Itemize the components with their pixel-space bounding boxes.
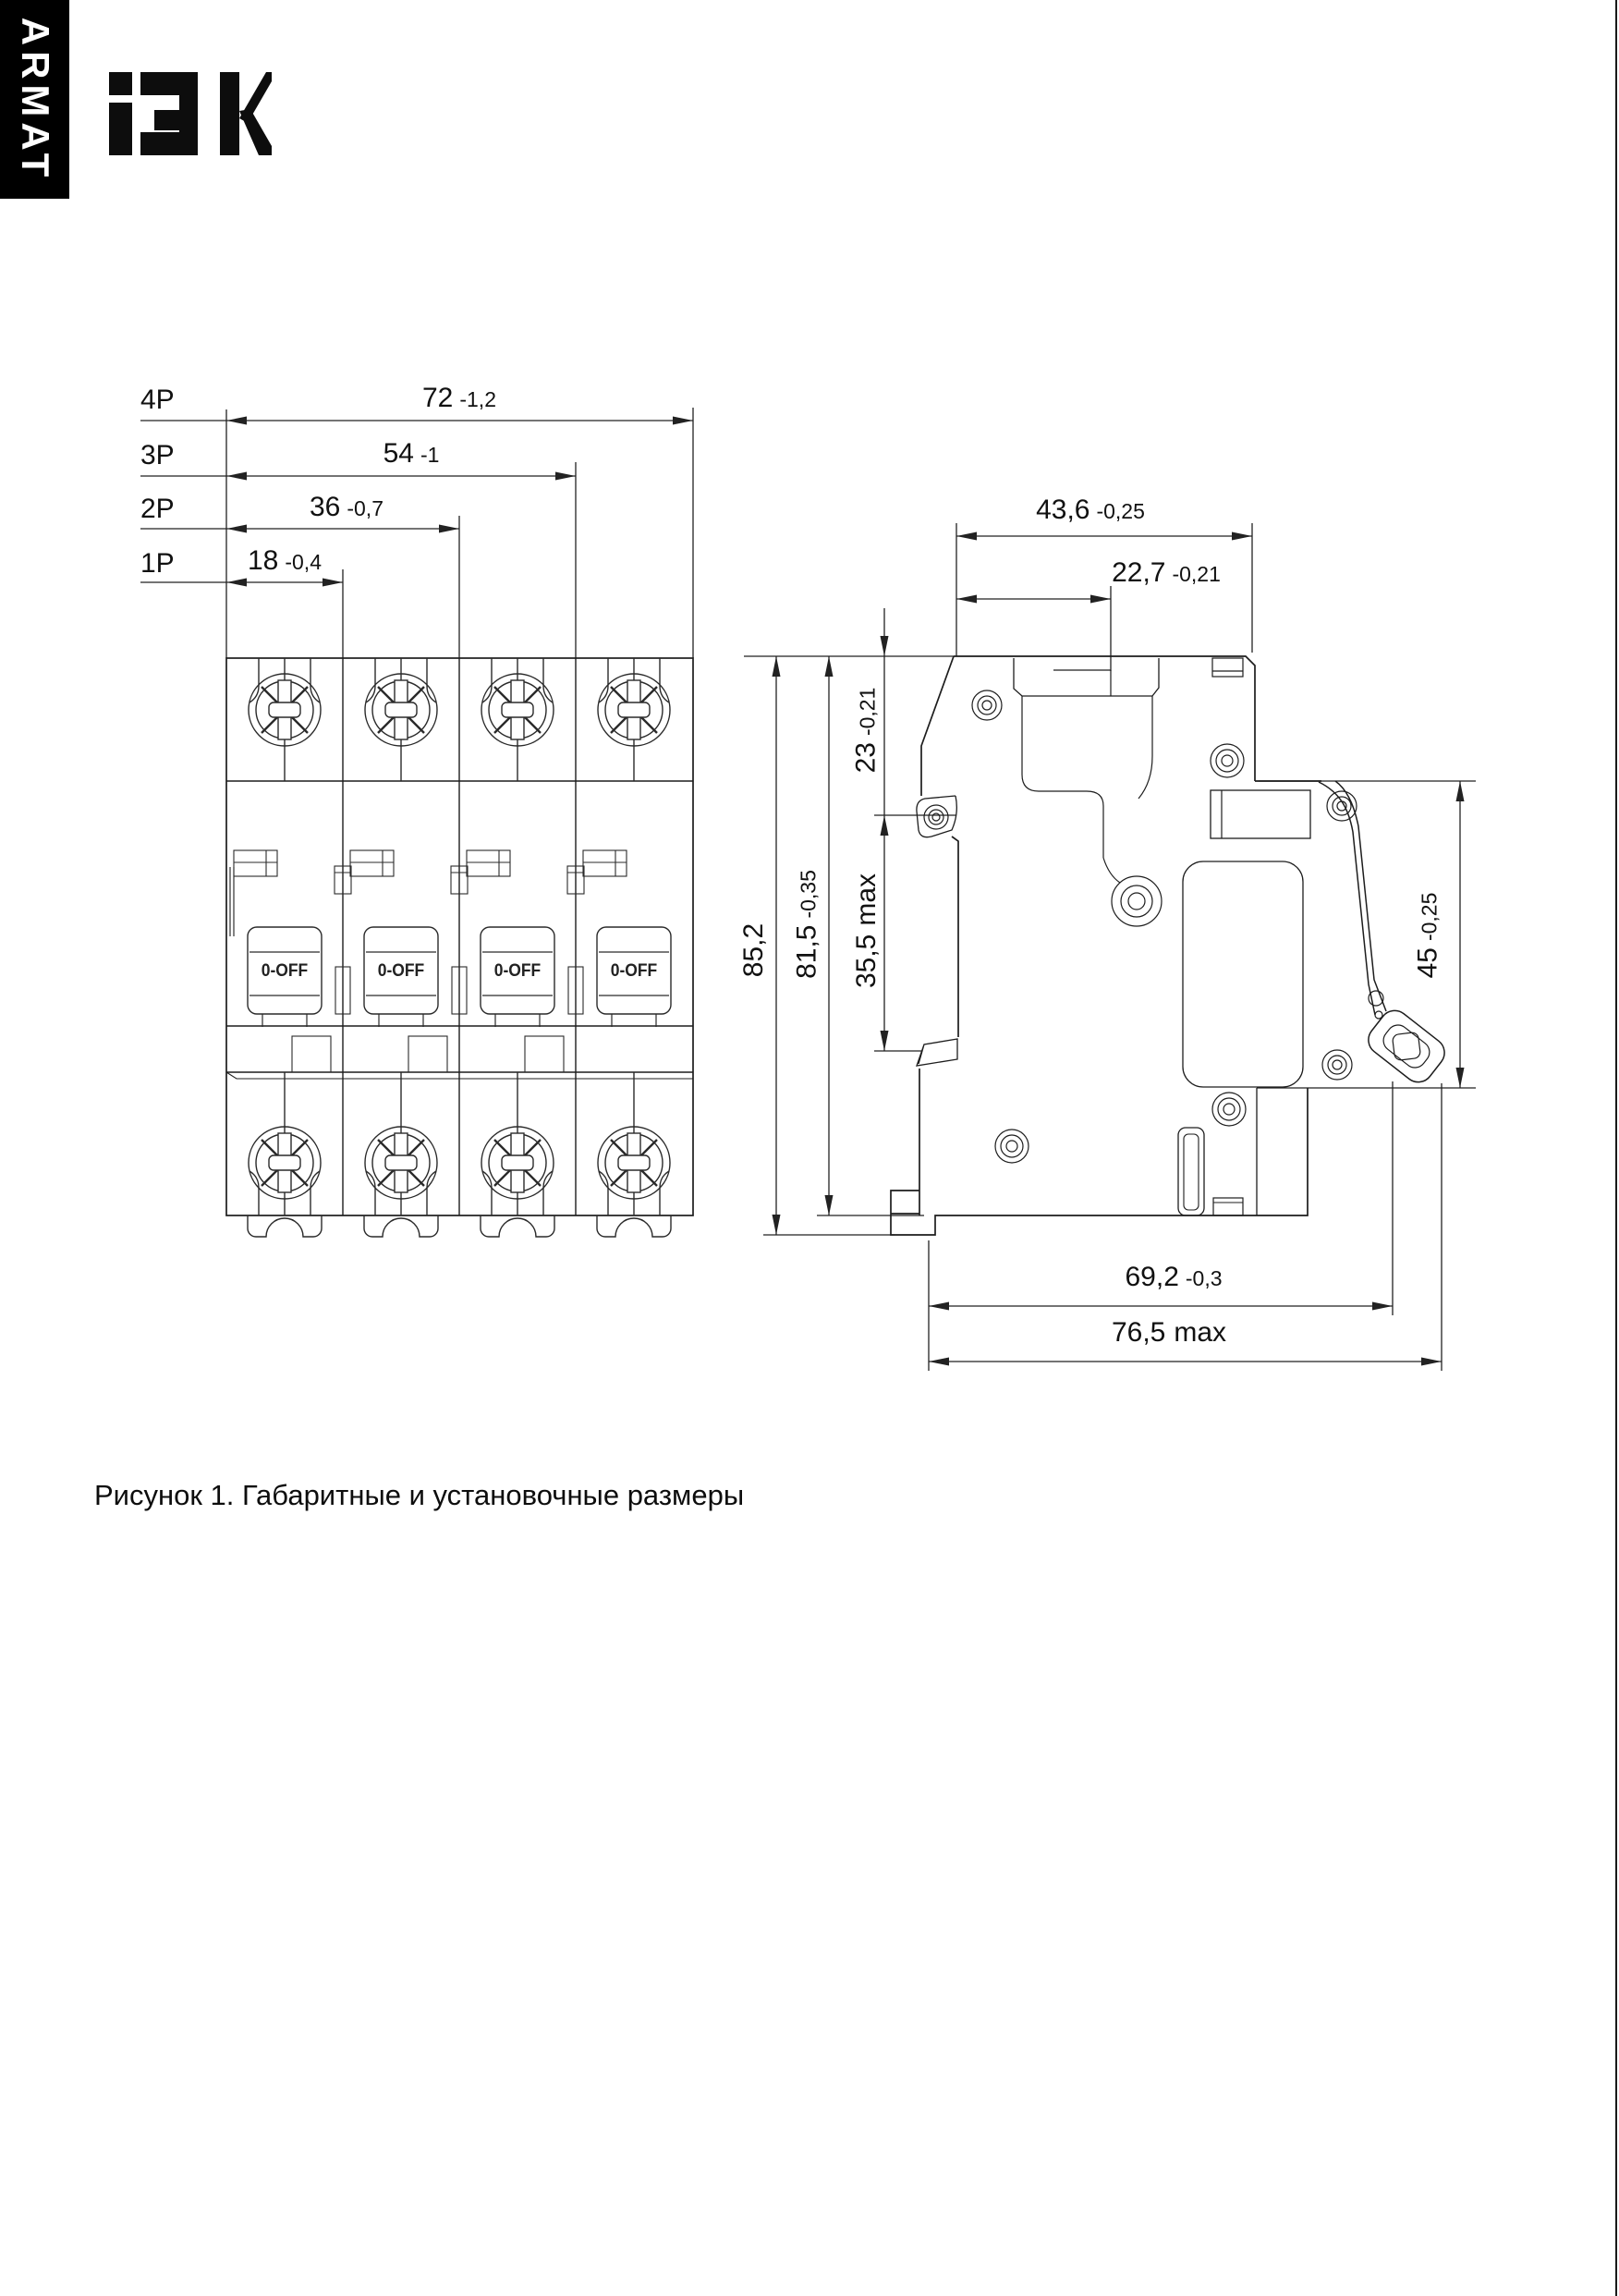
pole-label-3p: 3P xyxy=(140,440,175,470)
toggle-marking-2: 0-OFF xyxy=(377,961,425,981)
pole-3 xyxy=(467,658,554,1237)
dim-18: 18 -0,4 xyxy=(247,545,322,576)
pole-2 xyxy=(350,658,438,1237)
toggle-marking-1: 0-OFF xyxy=(261,961,309,981)
toggle-marking-4: 0-OFF xyxy=(610,961,658,981)
dim-36: 36 -0,7 xyxy=(309,492,383,522)
dim-23: 23-0,21 xyxy=(850,687,882,774)
pole-label-2p: 2P xyxy=(140,494,175,524)
pole-1 xyxy=(234,658,322,1237)
front-view-drawing xyxy=(226,658,693,1215)
dim-22-7: 22,7 -0,21 xyxy=(1112,557,1221,588)
side-view-drawing xyxy=(891,656,1451,1235)
dim-69-2: 69,2 -0,3 xyxy=(1125,1262,1223,1292)
pole-label-1p: 1P xyxy=(140,548,175,579)
pole-label-4p: 4P xyxy=(140,385,175,415)
sidebar-vertical-label: ARMAT xyxy=(13,17,57,183)
dim-85-2: 85,2 xyxy=(738,922,769,978)
front-view-poles xyxy=(234,658,671,1237)
dim-72: 72 -1,2 xyxy=(421,383,496,413)
toggle-marking-3: 0-OFF xyxy=(493,961,542,981)
dim-35-5-max: 35,5max xyxy=(851,873,882,989)
figure-caption: Рисунок 1. Габаритные и установочные размеры xyxy=(94,1479,745,1511)
side-screw-bosses xyxy=(972,690,1357,1163)
dim-54: 54 -1 xyxy=(383,438,440,469)
dim-43-6: 43,6 -0,25 xyxy=(1036,495,1145,525)
dim-76-5-max: 76,5 max xyxy=(1111,1317,1227,1348)
dimension-arrowheads xyxy=(226,417,1465,1366)
dim-81-5: 81,5-0,35 xyxy=(791,870,822,979)
pole-4 xyxy=(583,658,671,1237)
dim-45: 45-0,25 xyxy=(1412,892,1443,979)
